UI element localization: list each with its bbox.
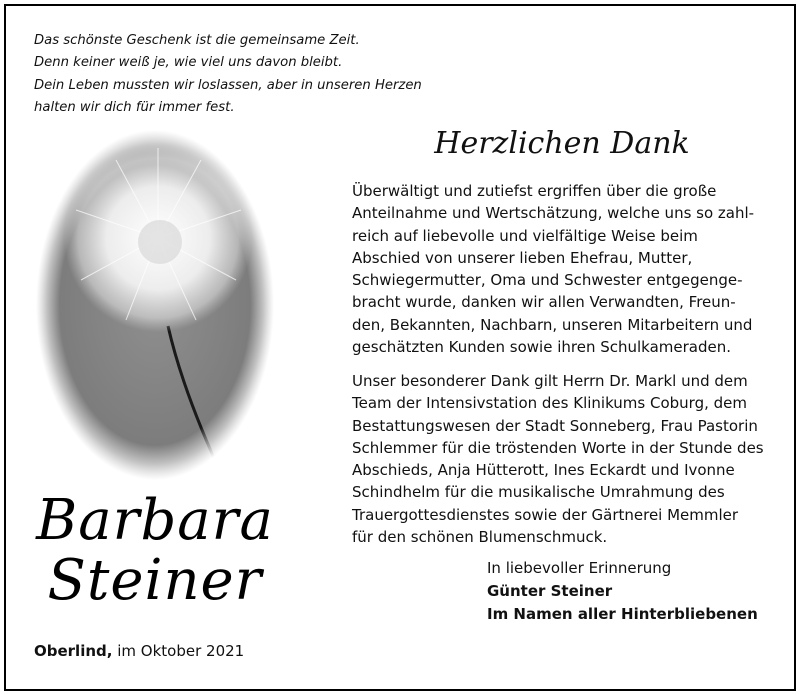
paragraph-special-thanks [352, 370, 782, 548]
poem-line: halten wir dich für immer fest. [34, 99, 235, 115]
poem-line: Das schönste Geschenk ist die gemeinsame Zeit. [34, 33, 360, 48]
poem [34, 30, 422, 119]
poem-line: Denn keiner weiß je, wie viel uns davon bleibt. [34, 55, 343, 71]
text-line: geschätzten Kunden sowie ihren Schulkameraden. [352, 338, 732, 357]
signature-name: Günter Steiner [487, 582, 613, 600]
text-line: Team der Intensivstation des Klinikums Coburg, dem [352, 394, 748, 413]
text-line: für den schönen Blumenschmuck. [352, 528, 608, 547]
signature-family: Im Namen aller Hinterbliebenen [487, 605, 758, 623]
signature-block [487, 557, 758, 626]
date: im Oktober 2021 [117, 642, 245, 660]
text-line: bracht wurde, danken wir allen Verwandten, Freun- [352, 293, 736, 312]
text-line: Bestattungswesen der Stadt Sonneberg, Frau Pastorin [352, 416, 758, 435]
place-date [34, 642, 244, 660]
text-line: den, Bekannten, Nachbarn, unseren Mitarbeitern und [352, 315, 753, 334]
text-line: Abschieds, Anja Hütterott, Ines Eckardt und Ivonne [352, 461, 735, 480]
signature-intro: In liebevoller Erinnerung [487, 559, 672, 577]
text-line: Anteilnahme und Wertschätzung, welche uns so zahl- [352, 204, 755, 223]
poem-line: Dein Leben mussten wir loslassen, aber in unseren Herzen [34, 77, 422, 93]
dandelion-photo [36, 130, 274, 480]
text-line: Unser besonderer Dank gilt Herrn Dr. Markl und dem [352, 372, 748, 390]
deceased-last-name: Steiner [47, 548, 263, 613]
text-line: reich auf liebevolle und vielfältige Weise beim [352, 226, 698, 245]
text-line: Trauergottesdienstes sowie der Gärtnerei Memmler [352, 505, 739, 524]
heading-thanks: Herzlichen Dank [434, 126, 690, 161]
place: Oberlind, [34, 642, 113, 660]
text-line: Schwiegermutter, Oma und Schwester entgegenge- [352, 271, 743, 290]
text-line: Schlemmer für die tröstenden Worte in der Stunde des [352, 438, 764, 457]
text-line: Überwältigt und zutiefst ergriffen über die große [352, 182, 717, 200]
deceased-first-name: Barbara [36, 488, 274, 553]
paragraph-thanks [352, 180, 782, 358]
text-line: Abschied von unserer lieben Ehefrau, Mutter, [352, 248, 693, 267]
text-line: Schindhelm für die musikalische Umrahmung des [352, 483, 725, 502]
